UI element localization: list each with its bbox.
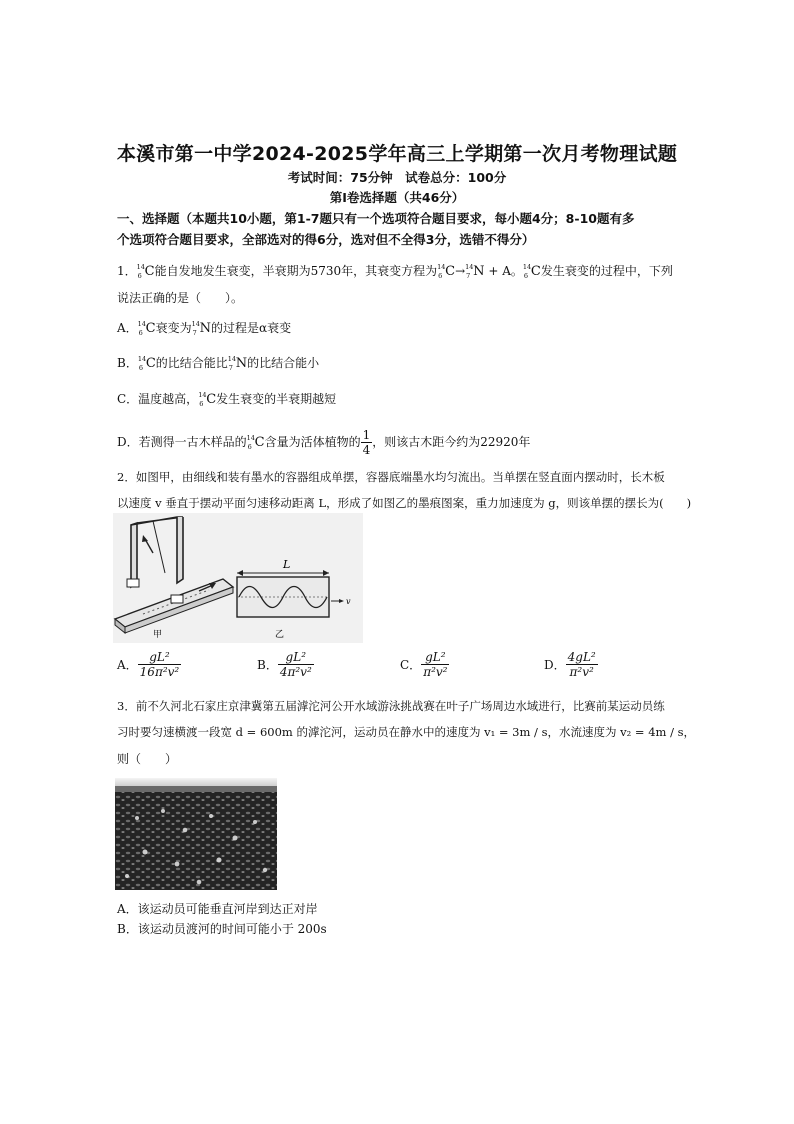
nitrogen-14-symbol: 14 7 N xyxy=(227,355,248,372)
option-text: 含量为活体植物的 xyxy=(264,435,361,449)
arrow: → xyxy=(455,264,466,278)
carbon-14-symbol: 14 6 C xyxy=(522,263,541,280)
q1-option-c xyxy=(117,391,687,408)
option-text: 的过程是α衰变 xyxy=(211,321,292,335)
carbon-14-symbol: 14 6 C xyxy=(437,263,456,280)
option-text: C．温度越高， xyxy=(117,392,199,406)
q1-option-d xyxy=(117,428,687,457)
option-text: 衰变为 xyxy=(155,321,192,335)
option-text: 发生衰变的半衰期越短 xyxy=(216,392,337,406)
question-2-line2: 以速度 v 垂直于摆动平面匀速移动距离 L，形成了如图乙的墨痕图案，重力加速度为 g，则该单摆的摆长为( ) xyxy=(117,496,692,510)
label-jia: 甲 xyxy=(153,630,163,640)
q2-option-c: C． $\frac{\text{gL²}}{\text{π²v²}}$ xyxy=(400,650,448,679)
q1-option-a xyxy=(117,320,687,337)
carbon-14-symbol: 14 6 C xyxy=(198,391,217,408)
option-label: A． xyxy=(117,321,138,335)
nitrogen-14-symbol: 14 7 N xyxy=(465,263,485,280)
part-title: 第Ⅰ卷选择题（共46分） xyxy=(329,190,465,205)
q1-stem-tail: 发生衰变的过程中，下列 xyxy=(540,264,673,278)
q3-option-a: A．该运动员可能垂直河岸到达正对岸 xyxy=(117,902,318,916)
exam-info: 考试时间：75分钟 试卷总分：100分 xyxy=(287,170,507,185)
carbon-14-symbol: 14 6 C xyxy=(246,434,265,451)
question-1-stem xyxy=(117,263,687,280)
option-text: 的比结合能小 xyxy=(247,356,320,370)
label-L: L xyxy=(283,558,291,571)
q1-option-b xyxy=(117,355,687,372)
question-2-line1: 2．如图甲，由细线和装有墨水的容器组成单摆，容器底端墨水均匀流出。当单摆在竖直面内摆动时，长木板 xyxy=(117,470,665,484)
pendulum-figure xyxy=(113,513,363,643)
plus-a: + A xyxy=(484,264,511,278)
page-title: 本溪市第一中学2024-2025学年高三上学期第一次月考物理试题 xyxy=(116,143,678,165)
q2-option-d: D． $\frac{\text{4gL²}}{\text{π²v²}}$ xyxy=(544,650,596,679)
q2-option-b: B． $\frac{\text{gL²}}{\text{4π²v²}}$ xyxy=(257,650,312,679)
option-label: B． xyxy=(117,356,138,370)
question-3-line2: 习时要匀速横渡一段宽 d = 600m 的滹沱河，运动员在静水中的速度为 v₁ = 3m / s，水流速度为 v₂ = 4m / s， xyxy=(117,725,696,739)
q2-option-a: A． $\frac{\text{gL²}}{\text{16π²v²}}$ xyxy=(117,650,180,679)
section-heading-line2: 个选项符合题目要求，全部选对的得6分，选对但不全得3分，选错不得分） xyxy=(117,232,535,247)
q1-period: 。 xyxy=(510,264,523,278)
question-3-line3: 则（ ） xyxy=(117,752,178,766)
q1-stem-text: 能自发地发生衰变，半衰期为5730年，其衰变方程为 xyxy=(154,264,438,278)
carbon-14-symbol: 14 6 C xyxy=(137,355,156,372)
option-text: D．若测得一古木样品的 xyxy=(117,435,247,449)
frame-foot xyxy=(171,595,183,603)
carbon-14-symbol: 14 6 C xyxy=(137,320,156,337)
q3-option-b: B．该运动员渡河的时间可能小于 200s xyxy=(117,922,327,936)
frame-foot xyxy=(127,579,139,587)
swimming-race-photo xyxy=(115,778,277,890)
question-3-line1: 3．前不久河北石家庄京津冀第五届滹沱河公开水域游泳挑战赛在叶子广场周边水域进行，比赛前某运动员练 xyxy=(117,699,665,713)
q1-number: 1． xyxy=(117,264,137,278)
nitrogen-14-symbol: 14 7 N xyxy=(191,320,212,337)
label-v: v xyxy=(346,597,351,606)
fraction-one-quarter: $\frac{1}{4}$ xyxy=(362,428,371,457)
option-text: ，则该古木距今约为22920年 xyxy=(372,435,531,449)
question-1-stem-line2: 说法正确的是（ ）。 xyxy=(117,291,244,305)
option-text: 的比结合能比 xyxy=(155,356,228,370)
label-yi: 乙 xyxy=(275,630,285,640)
section-heading-line1: 一、选择题（本题共10小题，第1-7题只有一个选项符合题目要求，每小题4分；8-10题有多 xyxy=(117,211,635,226)
carbon-14-symbol: 14 6 C xyxy=(136,263,155,280)
